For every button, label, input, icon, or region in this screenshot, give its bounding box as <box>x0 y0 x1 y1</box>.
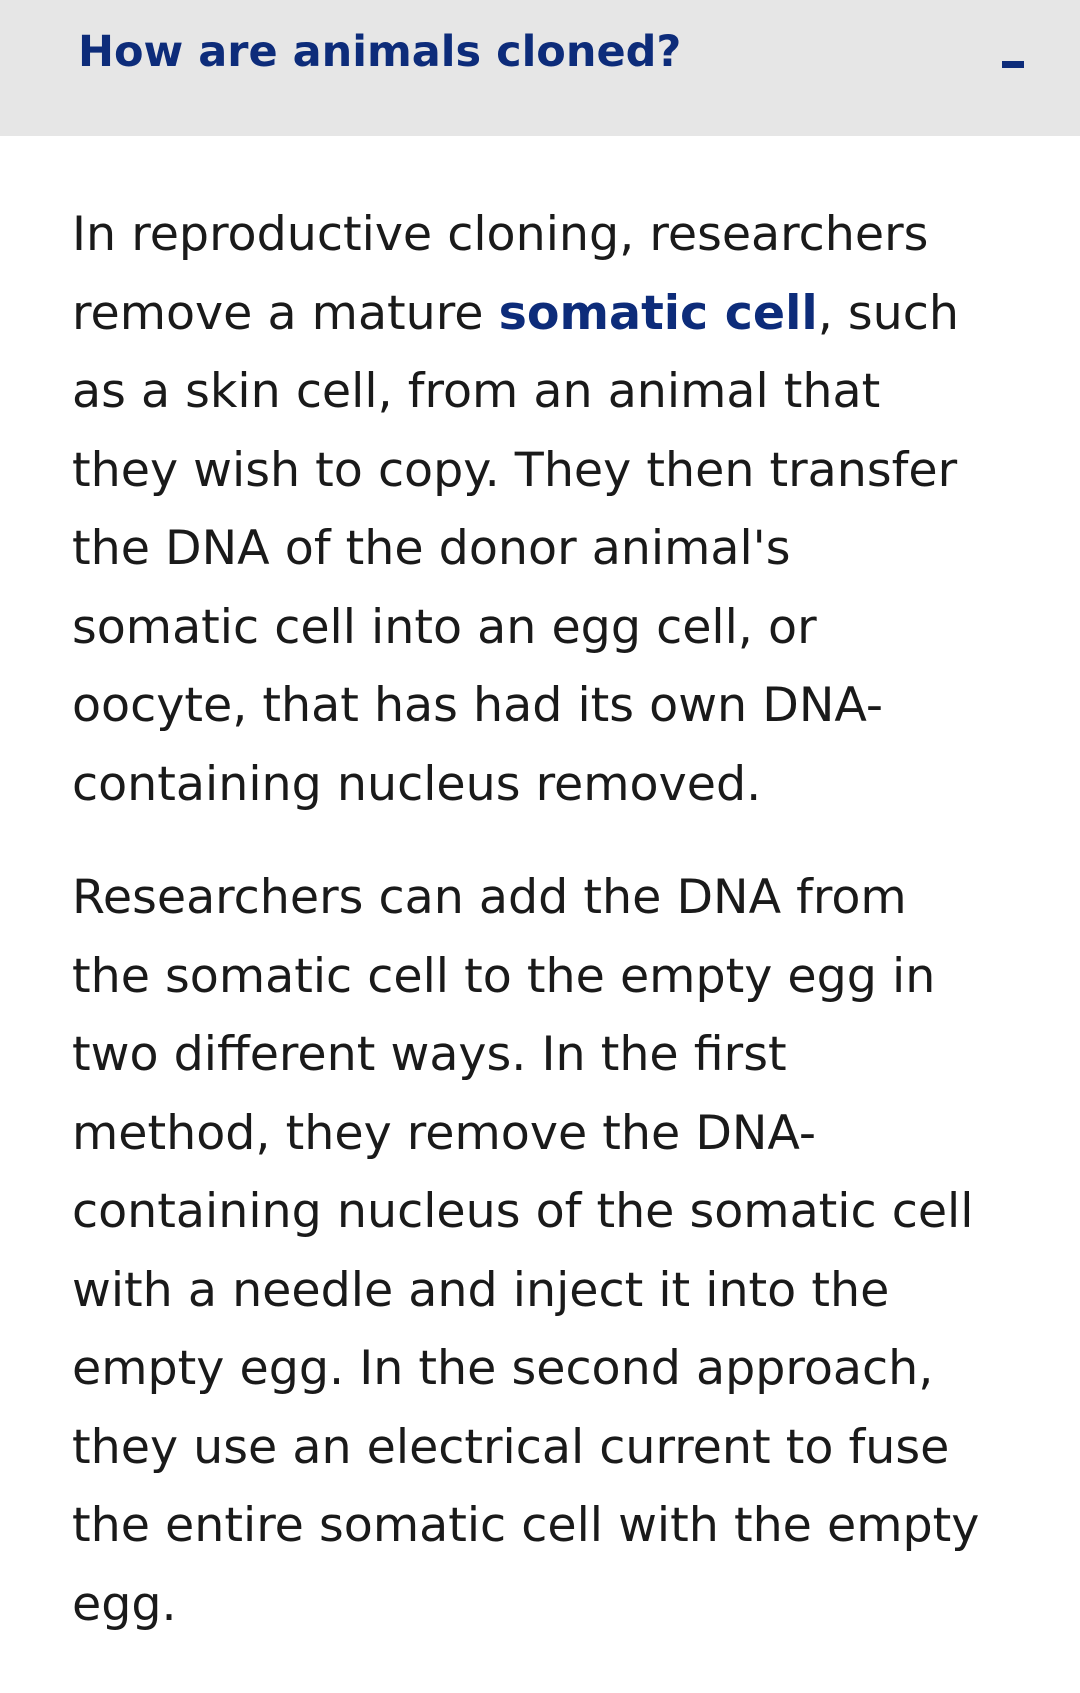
text-line: empty egg. In the second approach, <box>72 1341 934 1396</box>
text-line: they wish to copy. They then transfer <box>72 442 958 498</box>
text-line: the somatic cell to the empty egg in <box>72 948 936 1004</box>
text-fragment: remove a mature <box>72 285 499 341</box>
text-line: somatic cell into an egg cell, or <box>72 599 817 655</box>
text-line: the entire somatic cell with the empty <box>72 1498 980 1553</box>
text-line: two different ways. In the first <box>72 1027 787 1082</box>
collapse-toggle-button[interactable] <box>996 50 1036 90</box>
paragraph-reproductive-cloning <box>72 196 1032 824</box>
text-line: In reproductive cloning, researchers <box>72 207 929 262</box>
text-line: they use an electrical current to fuse <box>72 1419 950 1475</box>
text-line: Researchers can add the DNA from <box>72 870 907 925</box>
minus-icon <box>1002 61 1024 68</box>
text-line <box>72 275 1032 354</box>
text-fragment: , such <box>817 285 959 341</box>
text-line: with a needle and inject it into the <box>72 1262 890 1318</box>
text-line: the DNA of the donor animal's <box>72 521 791 576</box>
text-line: method, they remove the DNA- <box>72 1105 817 1161</box>
text-line: oocyte, that has had its own DNA- <box>72 678 883 733</box>
accordion-content <box>72 196 1032 1679</box>
somatic-cell-link[interactable]: somatic cell <box>498 285 818 341</box>
text-line: egg. <box>72 1576 177 1632</box>
text-line: containing nucleus of the somatic cell <box>72 1184 974 1239</box>
text-line: containing nucleus removed. <box>72 756 762 812</box>
accordion-header[interactable] <box>0 0 1080 136</box>
accordion-title[interactable]: How are animals cloned? <box>78 27 682 77</box>
paragraph-dna-transfer-methods <box>72 859 1032 1644</box>
text-line: as a skin cell, from an animal that <box>72 364 881 419</box>
